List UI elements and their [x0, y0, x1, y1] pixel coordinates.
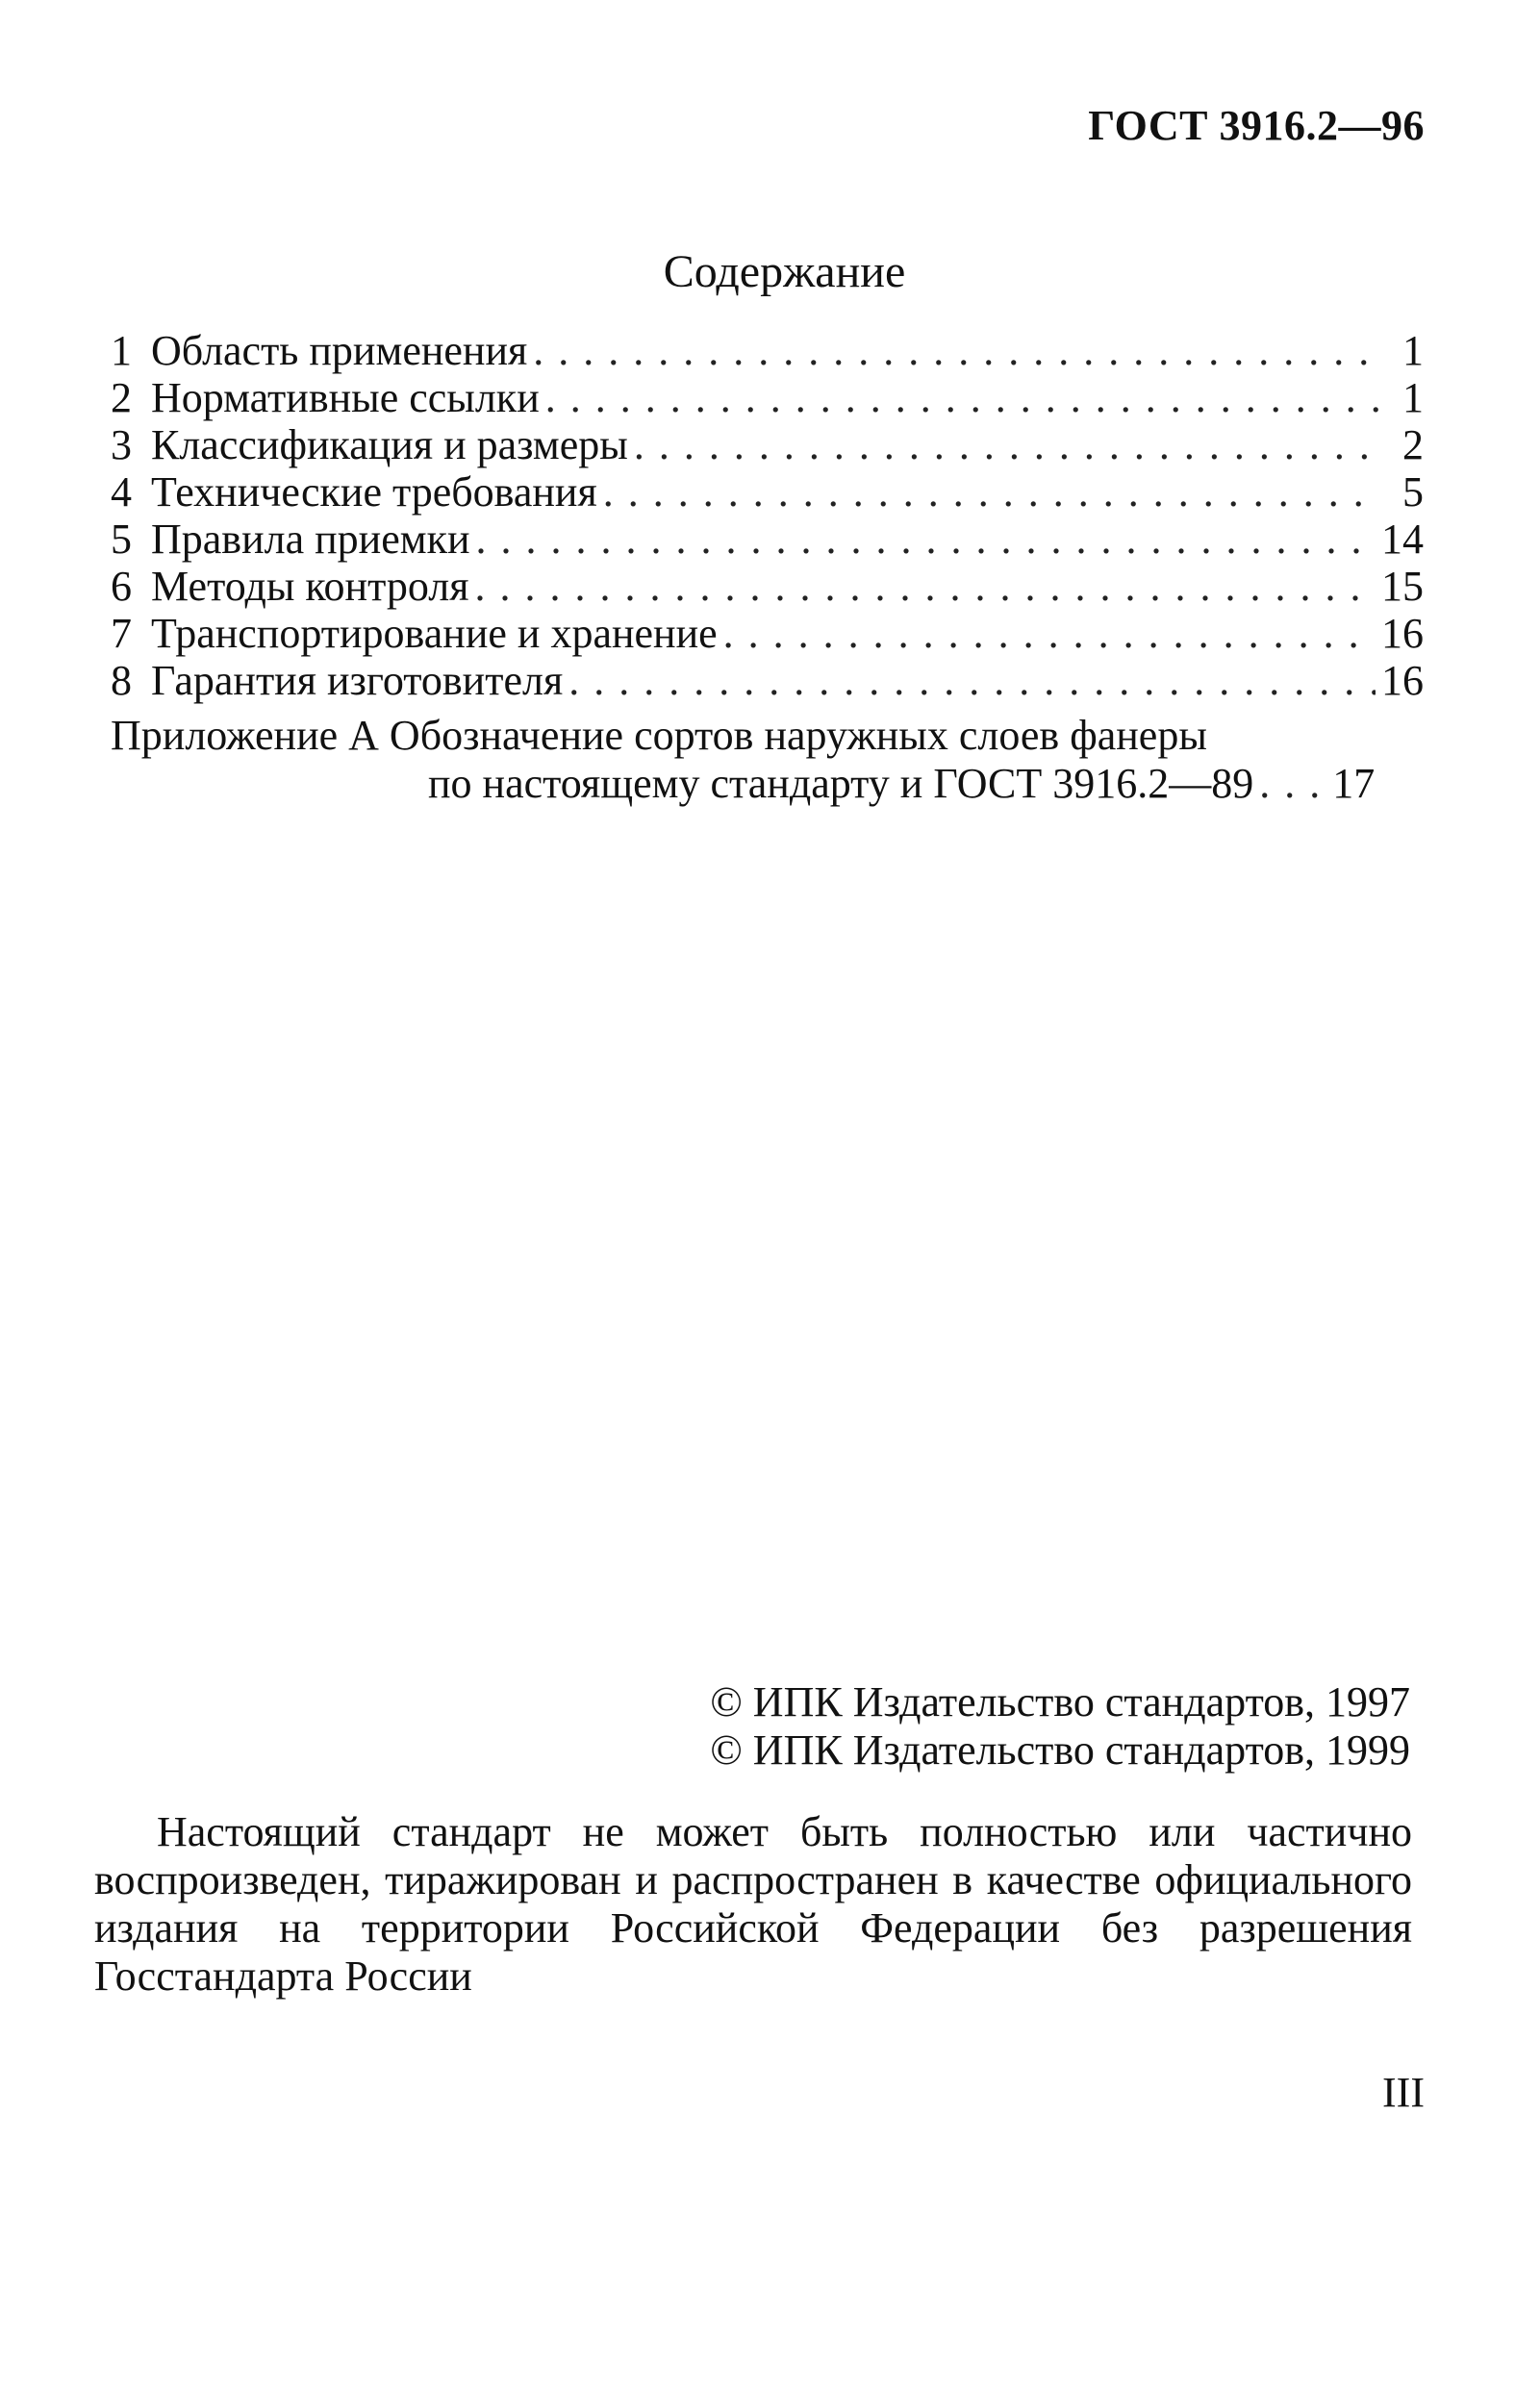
- toc-item[interactable]: [111, 516, 1424, 563]
- toc-leader-dots: [603, 468, 1379, 516]
- toc-leader-dots: [568, 657, 1376, 704]
- toc-leader-dots: [723, 610, 1376, 657]
- copyright-line: © ИПК Издательство стандартов, 1997: [710, 1678, 1410, 1725]
- toc-item-number: 7: [111, 610, 132, 657]
- reproduction-notice: Настоящий стандарт не может быть полностью или частично воспроизведен, тиражирован и распространен в качестве официального издания на территории Российской Федерации без разрешения Госстандарта России: [94, 1808, 1412, 2000]
- toc-item-number: 1: [111, 327, 132, 374]
- toc-item[interactable]: [111, 327, 1424, 374]
- toc-item[interactable]: [111, 468, 1424, 516]
- toc-leader-dots: [545, 374, 1379, 421]
- toc-item-label: Гарантия изготовителя: [151, 657, 564, 704]
- toc-leader-dots: [1259, 760, 1326, 808]
- copyright-line: © ИПК Издательство стандартов, 1999: [710, 1726, 1410, 1774]
- toc-leader-dots: [476, 516, 1376, 563]
- toc-item-page: 1: [1402, 374, 1424, 421]
- toc-item-number: 2: [111, 374, 132, 421]
- toc-appendix-item[interactable]: [111, 712, 1424, 808]
- toc-leader-dots: [533, 327, 1379, 374]
- appendix-title-continued: [111, 760, 1424, 808]
- copyright-block: [710, 1678, 1410, 1775]
- toc-item-label: Классификация и размеры: [151, 421, 628, 468]
- appendix-title: Приложение А Обозначение сортов наружных слоев фанеры: [111, 712, 1207, 759]
- toc-item-label: Правила приемки: [151, 516, 470, 563]
- toc-leader-dots: [474, 563, 1376, 610]
- toc-item[interactable]: [111, 421, 1424, 468]
- toc-item-page: 16: [1381, 657, 1424, 704]
- toc-item-number: 4: [111, 468, 132, 516]
- toc-item-label: Методы контроля: [151, 563, 469, 610]
- toc-item-page: 17: [1332, 760, 1376, 807]
- toc-item-page: 14: [1381, 516, 1424, 563]
- toc-item[interactable]: [111, 657, 1424, 704]
- toc-item-number: 6: [111, 563, 132, 610]
- appendix-title-line2: по настоящему стандарту и ГОСТ 3916.2—89: [428, 760, 1254, 807]
- toc-item[interactable]: [111, 374, 1424, 421]
- toc-item-page: 2: [1402, 421, 1424, 468]
- page-number: III: [1382, 2069, 1425, 2116]
- toc-item-page: 16: [1381, 610, 1424, 657]
- toc-item-page: 15: [1381, 563, 1424, 610]
- document-code: ГОСТ 3916.2—96: [1088, 102, 1425, 149]
- toc-item-page: 1: [1402, 327, 1424, 374]
- toc-item-label: Технические требования: [151, 468, 597, 516]
- toc-item-label: Транспортирование и хранение: [151, 610, 718, 657]
- toc-item-number: 5: [111, 516, 132, 563]
- table-of-contents: [111, 327, 1424, 704]
- toc-item-label: Область применения: [151, 327, 528, 374]
- toc-item[interactable]: [111, 610, 1424, 657]
- toc-item-page: 5: [1402, 468, 1424, 516]
- toc-leader-dots: [634, 421, 1379, 468]
- toc-item-label: Нормативные ссылки: [151, 374, 540, 421]
- toc-item-number: 8: [111, 657, 132, 704]
- toc-item[interactable]: [111, 563, 1424, 610]
- toc-title: Содержание: [663, 246, 906, 297]
- toc-item-number: 3: [111, 421, 132, 468]
